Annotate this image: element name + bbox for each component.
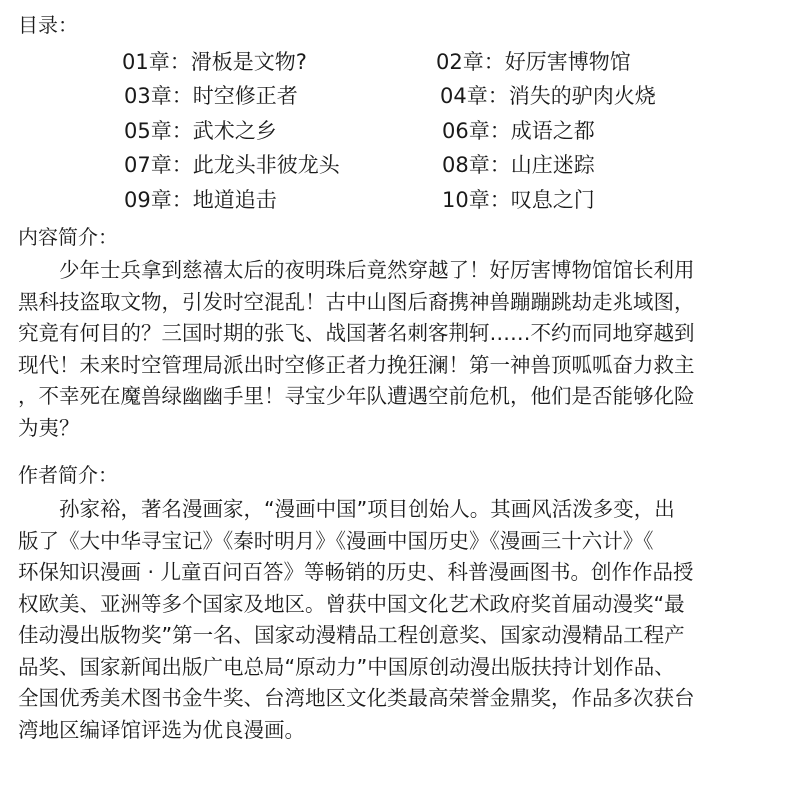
- summary-line: 黑科技盗取文物，引发时空混乱！古中山图后裔携神兽蹦蹦跳劫走兆域图，: [18, 289, 695, 314]
- table-of-contents: [0, 0, 790, 220]
- author-line: 环保知识漫画 · 儿童百问百答》等畅销的历史、科普漫画图书。创作作品授: [18, 560, 694, 584]
- toc-item-04: 04章：消失的驴肉火烧: [440, 84, 656, 108]
- toc-item-05: 05章：武术之乡: [124, 119, 277, 143]
- author-line: 版了《大中华寻宝记》《秦时明月》《漫画中国历史》《漫画三十六计》《: [18, 528, 654, 553]
- summary-line: 究竟有何目的？三国时期的张飞、战国著名刺客荆轲……不约而同地穿越到: [18, 321, 695, 345]
- summary-line: 为夷？: [18, 415, 80, 440]
- toc-item-01: 01章：滑板是文物?: [122, 50, 307, 74]
- toc-item-09: 09章：地道追击: [124, 188, 277, 212]
- author-line: 品奖、国家新闻出版广电总局“原动力”中国原创动漫出版扶持计划作品、: [18, 654, 675, 679]
- toc-heading: 目录：: [18, 13, 78, 37]
- author-line: 佳动漫出版物奖”第一名、国家动漫精品工程创意奖、国家动漫精品工程产: [18, 623, 685, 647]
- summary-line: 少年士兵拿到慈禧太后的夜明珠后竟然穿越了！好厉害博物馆馆长利用: [18, 258, 695, 282]
- author-heading: 作者简介：: [18, 463, 118, 487]
- author-paragraph: [18, 494, 778, 746]
- toc-item-07: 07章：此龙头非彼龙头: [124, 153, 340, 177]
- author-line: 权欧美、亚洲等多个国家及地区。曾获中国文化艺术政府奖首届动漫奖“最: [18, 591, 685, 616]
- author-line: 孙家裕，著名漫画家，“漫画中国”项目创始人。其画风活泼多变，出: [18, 497, 675, 521]
- summary-line: 现代！未来时空管理局派出时空修正者力挽狂澜！第一神兽顶呱呱奋力救主: [18, 352, 695, 377]
- toc-item-10: 10章：叹息之门: [442, 188, 595, 212]
- author-line: 湾地区编译馆评选为优良漫画。: [18, 717, 305, 742]
- toc-item-08: 08章：山庄迷踪: [442, 153, 595, 177]
- author-line: 全国优秀美术图书金牛奖、台湾地区文化类最高荣誉金鼎奖，作品多次获台: [18, 686, 695, 710]
- summary-heading: 内容简介：: [18, 225, 118, 249]
- summary-line: ，不幸死在魔兽绿幽幽手里！寻宝少年队遭遇空前危机，他们是否能够化险: [18, 384, 695, 408]
- toc-item-03: 03章：时空修正者: [124, 84, 298, 108]
- summary-paragraph: [18, 255, 778, 444]
- toc-item-02: 02章：好厉害博物馆: [436, 50, 631, 74]
- toc-item-06: 06章：成语之都: [442, 119, 595, 143]
